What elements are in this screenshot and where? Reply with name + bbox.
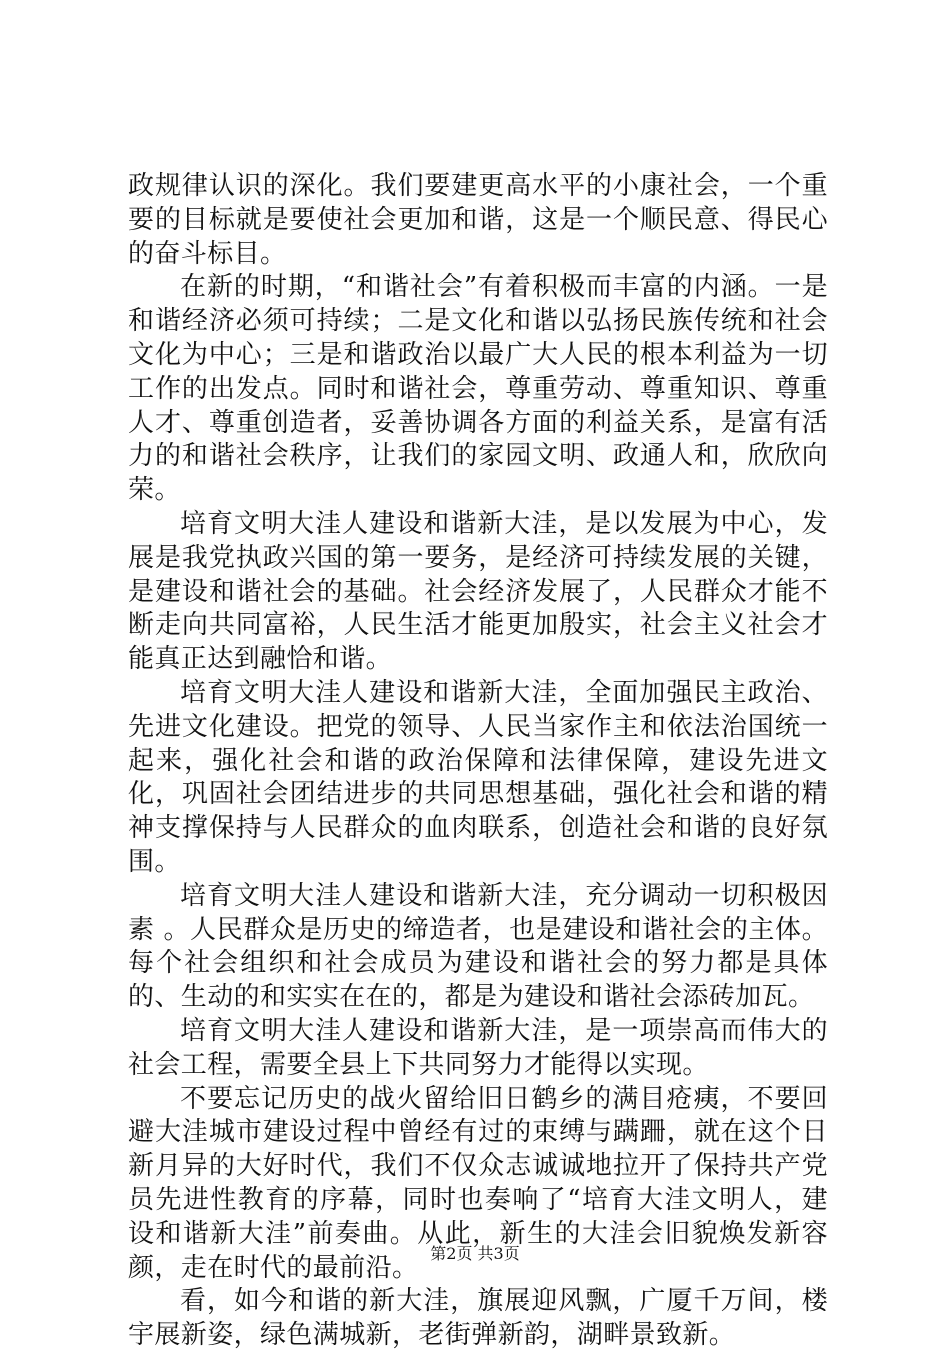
paragraph-harmonious-society-meaning: 在新的时期，“和谐社会”有着积极而丰富的内涵。一是和谐经济必须可持续；二是文化和谐以弘扬民族传统和社会文化为中心；三是和谐政治以最广大人民的根本利益为一切工作的出发点。同时和谐社会，尊重劳动、尊重知识、尊重人才、尊重创造者，妥善协调各方面的利益关系，是富有活力的和谐社会秩序，让我们的家园文明、政通人和，欣欣向荣。	[128, 272, 828, 506]
paragraph-development-center: 培育文明大洼人建设和谐新大洼，是以发展为中心，发展是我党执政兴国的第一要务，是经济可持续发展的关键，是建设和谐社会的基础。社会经济发展了，人民群众才能不断走向共同富裕，人民生活才能更加殷实，社会主义社会才能真正达到融恰和谐。	[128, 508, 828, 675]
paragraph-new-dawa: 看，如今和谐的新大洼，旗展迎风飘，广厦千万间，楼宇展新姿，绿色满城新，老街弹新韵，湖畔景致新。	[128, 1286, 828, 1351]
paragraph-continuation: 政规律认识的深化。我们要建更高水平的小康社会，一个重要的目标就是要使社会更加和谐，这是一个顺民意、得民心的奋斗标目。	[128, 171, 828, 269]
paragraph-democracy-culture: 培育文明大洼人建设和谐新大洼，全面加强民主政治、先进文化建设。把党的领导、人民当家作主和依法治国统一起来，强化社会和谐的政治保障和法律保障，建设先进文化，巩固社会团结进步的共同思想基础，强化社会和谐的精神支撑保持与人民群众的血肉联系，创造社会和谐的良好氛围。	[128, 677, 828, 877]
body-text	[128, 170, 828, 1353]
paragraph-history: 不要忘记历史的战火留给旧日鹤乡的满目疮痍，不要回避大洼城市建设过程中曾经有过的束缚与蹒跚，就在这个日新月异的大好时代，我们不仅众志诚诚地拉开了保持共产党员先进性教育的序幕，同时也奏响了“培育大洼文明人，建设和谐新大洼”前奏曲。从此，新生的大洼会旧貌焕发新容颜，走在时代的最前沿。	[128, 1083, 828, 1283]
paragraph-positive-factors: 培育文明大洼人建设和谐新大洼，充分调动一切积极因素 。人民群众是历史的缔造者，也是建设和谐社会的主体。每个社会组织和社会成员为建设和谐社会的努力都是具体的、生动的和实实在在的，都是为建设和谐社会添砖加瓦。	[128, 880, 828, 1013]
paragraph-great-project: 培育文明大洼人建设和谐新大洼，是一项崇高而伟大的社会工程，需要全县上下共同努力才能得以实现。	[128, 1015, 828, 1080]
page-number-footer: 第2页 共3页	[430, 1244, 520, 1263]
